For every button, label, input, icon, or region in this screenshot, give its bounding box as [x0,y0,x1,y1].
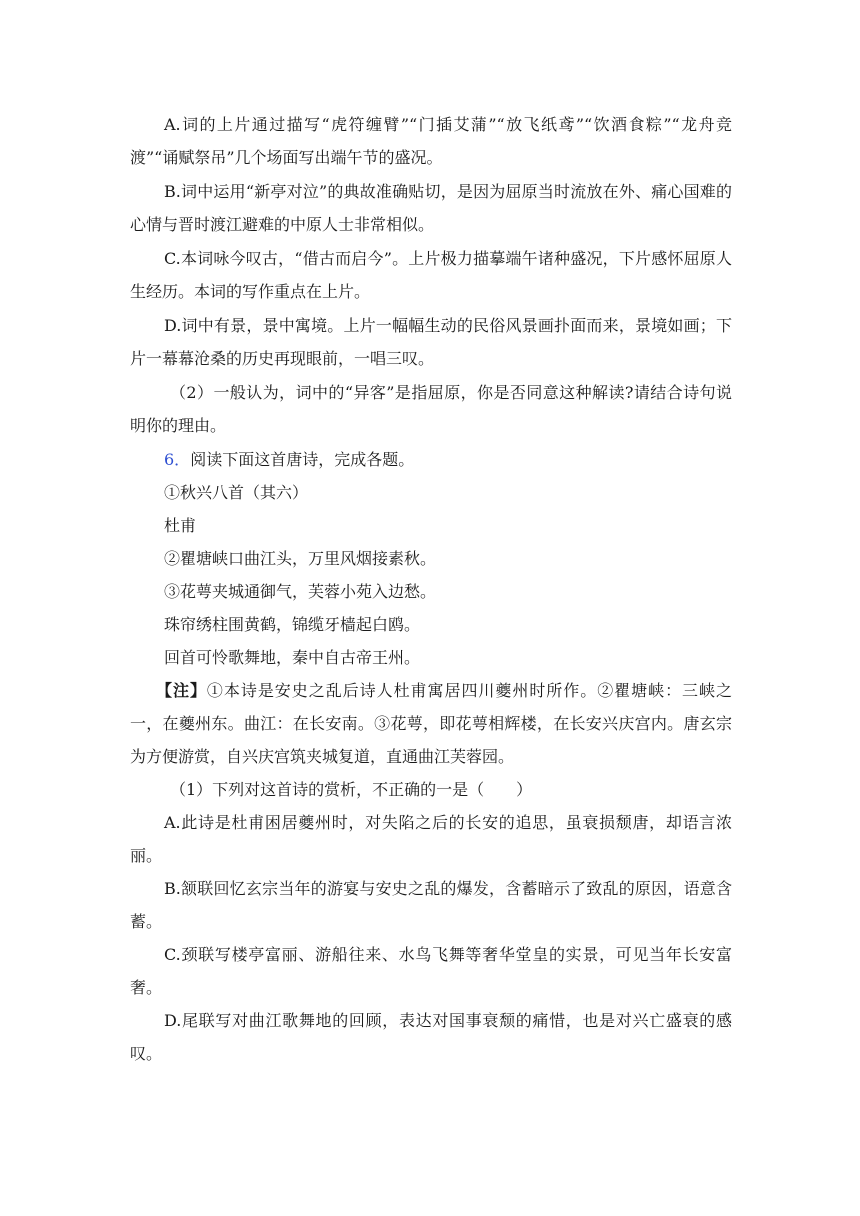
document-content [130,108,732,1070]
poem-line-1: ②瞿塘峡口曲江头，万里风烟接素秋。 [164,549,437,568]
q5-option-c: C.本词咏今叹古，“借古而启今”。上片极力描摹端午诸种盛况，下片感怀屈原人生经历。本词的写作重点在上片。 [130,249,732,301]
poem-line-2: ③花萼夹城通御气，芙蓉小苑入边愁。 [164,582,437,601]
q6-subquestion-1: （1）下列对这首诗的赏析，不正确的一是（ ） [170,780,533,799]
q5-option-d: D.词中有景，景中寓境。上片一幅幅生动的民俗风景画扑面而来，景境如画；下片一幕幕沧桑的历史再现眼前，一唱三叹。 [130,316,732,368]
poem-line-3: 珠帘绣柱围黄鹤，锦缆牙樯起白鸥。 [164,615,421,634]
q6-option-b: B.颔联回忆玄宗当年的游宴与安史之乱的爆发，含蓄暗示了致乱的原因，语意含蓄。 [130,879,732,931]
q5-subquestion-2: （2）一般认为，词中的“异客”是指屈原，你是否同意这种解读?请结合诗句说明你的理由。 [130,383,732,435]
poem-title: ①秋兴八首（其六） [164,483,309,502]
question-number: 6． [164,450,191,469]
note-text: ①本诗是安史之乱后诗人杜甫寓居四川夔州时所作。②瞿塘峡：三峡之一，在夔州东。曲江：在长安南。③花萼，即花萼相辉楼，在长安兴庆宫内。唐玄宗为方便游赏，自兴庆宫筑夹城复道，直通曲江芙蓉园。 [130,681,732,766]
q6-option-a: A.此诗是杜甫困居夔州时，对失陷之后的长安的追思，虽衰损颓唐，却语言浓丽。 [130,813,732,865]
poem-author: 杜甫 [164,516,197,535]
poem-line-4: 回首可怜歌舞地，秦中自古帝王州。 [164,648,421,667]
q6-header [130,443,732,476]
q6-instruction: 阅读下面这首唐诗，完成各题。 [190,450,415,469]
q5-option-a: A.词的上片通过描写“虎符缠臂”“门插艾蒲”“放飞纸鸢”“饮酒食粽”“龙舟竞渡”“诵赋祭吊”几个场面写出端午节的盛况。 [130,115,732,167]
poem-note [130,674,732,773]
q5-option-b: B.词中运用“新亭对泣”的典故准确贴切，是因为屈原当时流放在外、痛心国难的心情与晋时渡江避难的中原人士非常相似。 [130,182,732,234]
q6-option-d: D.尾联写对曲江歌舞地的回顾，表达对国事衰颓的痛惜，也是对兴亡盛衰的感叹。 [130,1011,732,1063]
q6-option-c: C.颈联写楼亭富丽、游船往来、水鸟飞舞等奢华堂皇的实景，可见当年长安富奢。 [130,945,732,997]
note-label: 【注】 [156,681,207,700]
